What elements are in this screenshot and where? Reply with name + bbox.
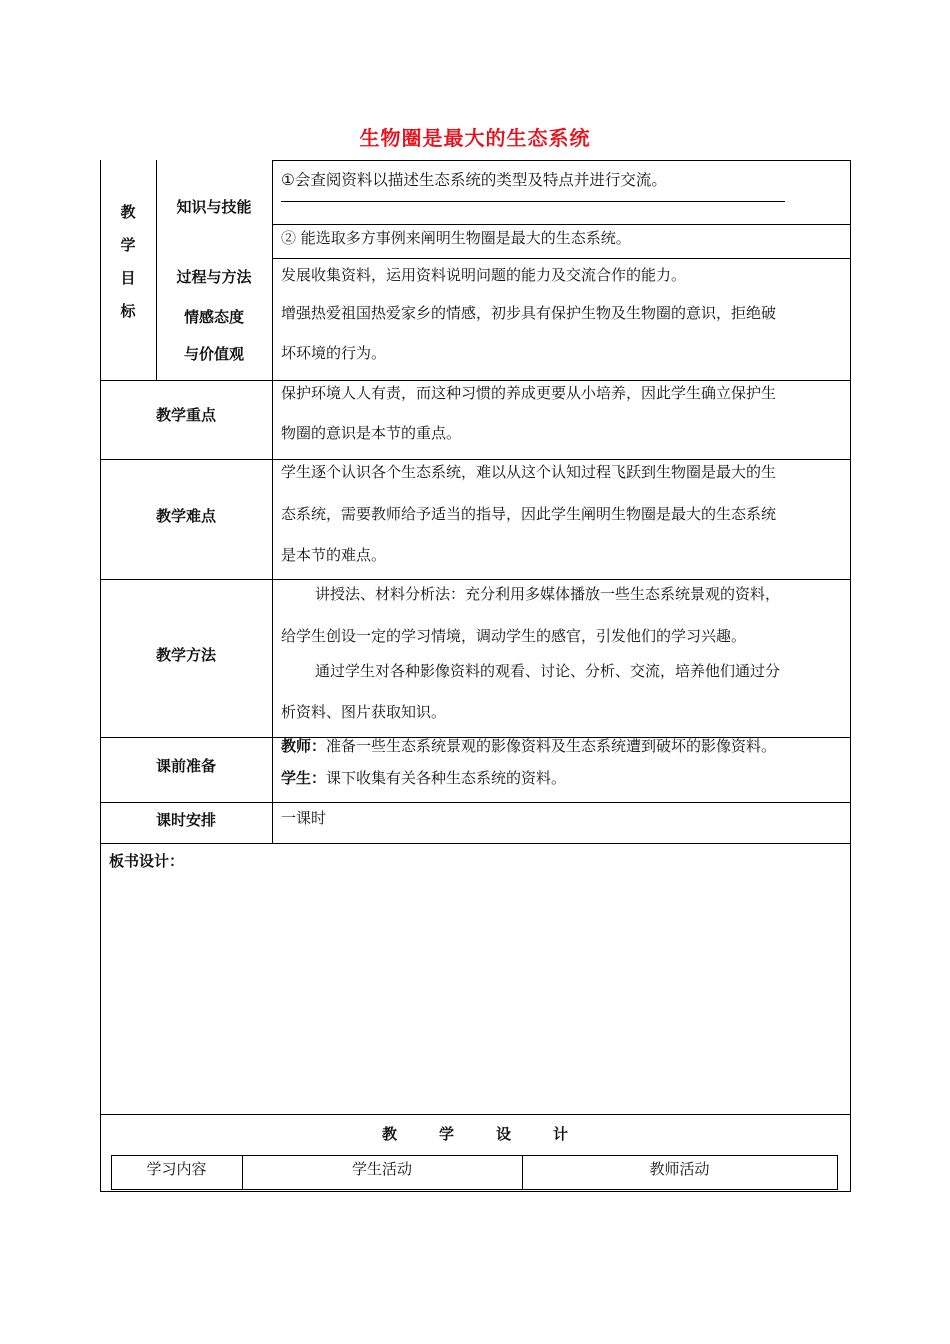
key-points-label: 教学重点 xyxy=(155,406,216,424)
emotion-label-line2: 与价值观 xyxy=(183,345,244,363)
methods-line3: 通过学生对各种影像资料的观看、讨论、分析、交流，培养他们通过分 xyxy=(315,662,781,680)
methods-line1: 讲授法、材料分析法：充分利用多媒体播放一些生态系统景观的资料， xyxy=(315,585,781,603)
schedule-value: 一课时 xyxy=(281,809,327,827)
teaching-design-heading: 教 学 设 计 xyxy=(381,1125,569,1143)
process-text: 发展收集资料，运用资料说明问题的能力及交流合作的能力。 xyxy=(281,266,687,284)
methods-line4: 析资料、图片获取知识。 xyxy=(281,703,447,721)
knowledge-item-1: ①会查阅资料以描述生态系统的类型及特点并进行交流。 xyxy=(281,171,667,189)
emotion-text-line2: 坏环境的行为。 xyxy=(281,344,387,362)
difficulties-line1: 学生逐个认识各个生态系统，难以从这个认知过程飞跃到生物圈是最大的生 xyxy=(281,463,777,481)
column-header-content: 学习内容 xyxy=(146,1160,207,1178)
difficulties-label: 教学难点 xyxy=(155,507,216,525)
methods-line2: 给学生创设一定的学习情境，调动学生的感官，引发他们的学习兴趣。 xyxy=(281,627,747,645)
emotion-label-line1: 情感态度 xyxy=(183,308,244,326)
teacher-text: 准备一些生态系统景观的影像资料及生态系统遭到破坏的影像资料。 xyxy=(326,737,777,755)
preparation-student xyxy=(281,759,566,797)
difficulties-line2: 态系统，需要教师给予适当的指导，因此学生阐明生物圈是最大的生态系统 xyxy=(281,505,777,523)
underline xyxy=(281,201,785,202)
preparation-label: 课前准备 xyxy=(155,757,216,775)
process-label: 过程与方法 xyxy=(176,268,252,286)
methods-label: 教学方法 xyxy=(155,646,216,664)
knowledge-item-2: ② 能选取多方事例来阐明生物圈是最大的生态系统。 xyxy=(281,229,631,247)
teacher-label: 教师： xyxy=(281,737,327,755)
student-text: 课下收集有关各种生态系统的资料。 xyxy=(326,769,567,787)
column-header-teacher: 教师活动 xyxy=(649,1160,710,1178)
key-points-line2: 物圈的意识是本节的重点。 xyxy=(281,424,462,442)
schedule-label: 课时安排 xyxy=(155,811,216,829)
objectives-label: 教 学 目 标 xyxy=(120,203,136,320)
board-design-label: 板书设计： xyxy=(109,852,185,870)
key-points-line1: 保护环境人人有责，而这种习惯的养成更要从小培养，因此学生确立保护生 xyxy=(281,384,777,402)
page-title: 生物圈是最大的生态系统 xyxy=(359,126,591,150)
column-header-student: 学生活动 xyxy=(351,1160,412,1178)
difficulties-line3: 是本节的难点。 xyxy=(281,546,387,564)
knowledge-label: 知识与技能 xyxy=(176,198,252,216)
emotion-text-line1: 增强热爱祖国热爱家乡的情感，初步具有保护生物及生物圈的意识，拒绝破 xyxy=(281,304,777,322)
student-label: 学生： xyxy=(281,769,327,787)
